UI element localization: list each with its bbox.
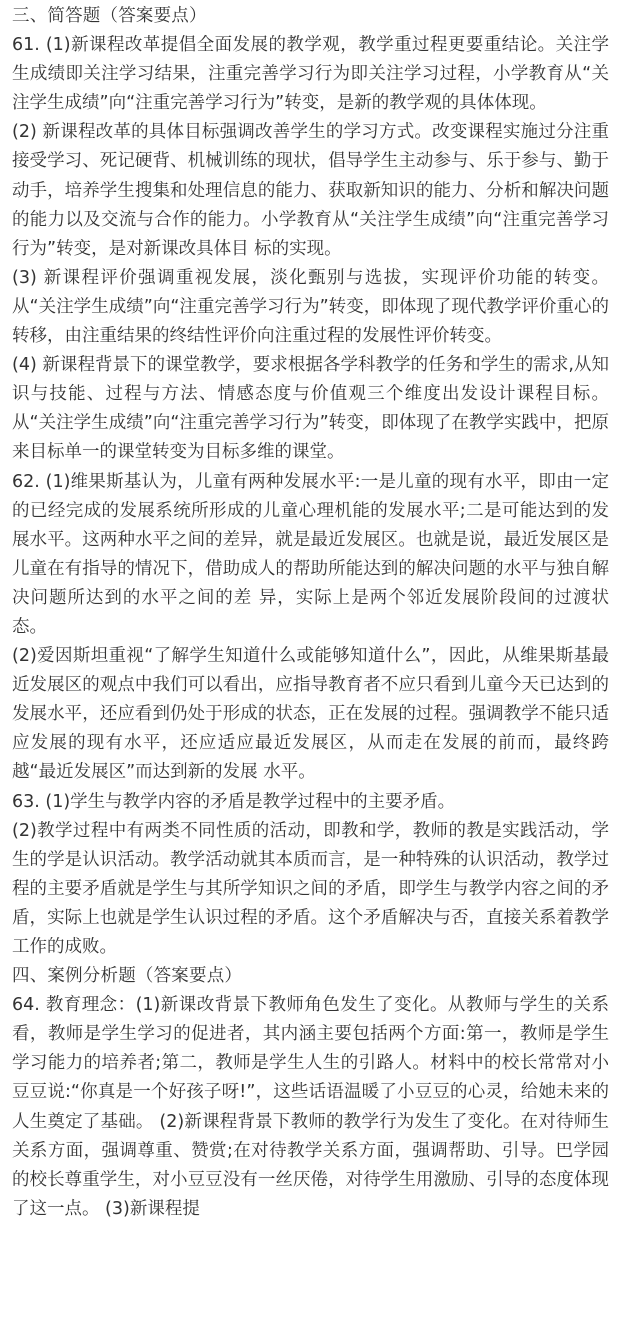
- answer-61-part-3: (3) 新课程评价强调重视发展，淡化甄别与选拔，实现评价功能的转变。从“关注学生成绩”向“注重完善学习行为”转变，即体现了现代教学评价重心的转移，由注重结果的终结性评价向注重过程的发展性评价转变。: [12, 267, 609, 347]
- section-heading-case-analysis: 四、案例分析题（答案要点）: [12, 966, 243, 987]
- answer-63-part-1: 63. (1)学生与教学内容的矛盾是教学过程中的主要矛盾。: [12, 791, 456, 812]
- answer-61-part-2: (2) 新课程改革的具体目标强调改善学生的学习方式。改变课程实施过分注重接受学习、死记硬背、机械训练的现状，倡导学生主动参与、乐于参与、勤于动手，培养学生搜集和处理信息的能力、获取新知识的能力、分析和解决问题的能力以及交流与合作的能力。小学教育从“关注学生成绩”向“注重完善学习行为”转变，是对新课改具体目 标的实现。: [12, 122, 609, 259]
- answer-61-part-4: (4) 新课程背景下的课堂教学，要求根据各学科教学的任务和学生的需求,从知识与技能、过程与方法、情感态度与价值观三个维度出发设计课程目标。从“关注学生成绩”向“注重完善学习行为”转变，即体现了在教学实践中，把原来目标单一的课堂转变为目标多维的课堂。: [12, 355, 609, 463]
- section-heading-short-answer: 三、简答题（答案要点）: [12, 6, 207, 26]
- answer-62-part-1: 62. (1)维果斯基认为，儿童有两种发展水平:一是儿童的现有水平，即由一定的已经完成的发展系统所形成的儿童心理机能的发展水平;二是可能达到的发展水平。这两种水平之间的差异，就是最近发展区。也就是说，最近发展区是儿童在有指导的情况下，借助成人的帮助所能达到的解决问题的水平与独自解决问题所达到的水平之间的差 异，实际上是两个邻近发展阶段间的过渡状态。: [12, 471, 609, 637]
- answer-64: 64. 教育理念：(1)新课改背景下教师角色发生了变化。从教师与学生的关系看，教师是学生学习的促进者，其内涵主要包括两个方面:第一，教师是学生学习能力的培养者;第二，教师是学生人生的引路人。材料中的校长常常对小豆豆说:“你真是一个好孩子呀!”，这些话语温暖了小豆豆的心灵，给她未来的人生奠定了基础。 (2)新课程背景下教师的教学行为发生了变化。在对待师生关系方面，强调尊重、赞赏;在对待教学关系方面，强调帮助、引导。巴学园的校长尊重学生，对小豆豆没有一丝厌倦，对待学生用激励、引导的态度体现了这一点。 (3)新课程提: [12, 995, 609, 1219]
- answer-62-part-2: (2)爱因斯坦重视“了解学生知道什么或能够知道什么”，因此，从维果斯基最近发展区的观点中我们可以看出，应指导教育者不应只看到儿童今天已达到的发展水平，还应看到仍处于形成的状态，正在发展的过程。强调教学不能只适应发展的现有水平，还应适应最近发展区，从而走在发展的前而，最终跨越“最近发展区”而达到新的发展 水平。: [12, 646, 609, 783]
- answer-61-part-1: 61. (1)新课程改革提倡全面发展的教学观，教学重过程更要重结论。关注学生成绩即关注学习结果，注重完善学习行为即关注学习过程，小学教育从“关注学生成绩”向“注重完善学习行为”转变，是新的教学观的具体体现。: [12, 35, 609, 114]
- answer-63-part-2: (2)教学过程中有两类不同性质的活动，即教和学，教师的教是实践活动，学生的学是认识活动。教学活动就其本质而言，是一种特殊的认识活动，教学过程的主要矛盾就是学生与其所学知识之间的矛盾，即学生与教学内容之间的矛盾，实际上也就是学生认识过程的矛盾。这个矛盾解决与否，直接关系着教学工作的成败。: [12, 820, 609, 957]
